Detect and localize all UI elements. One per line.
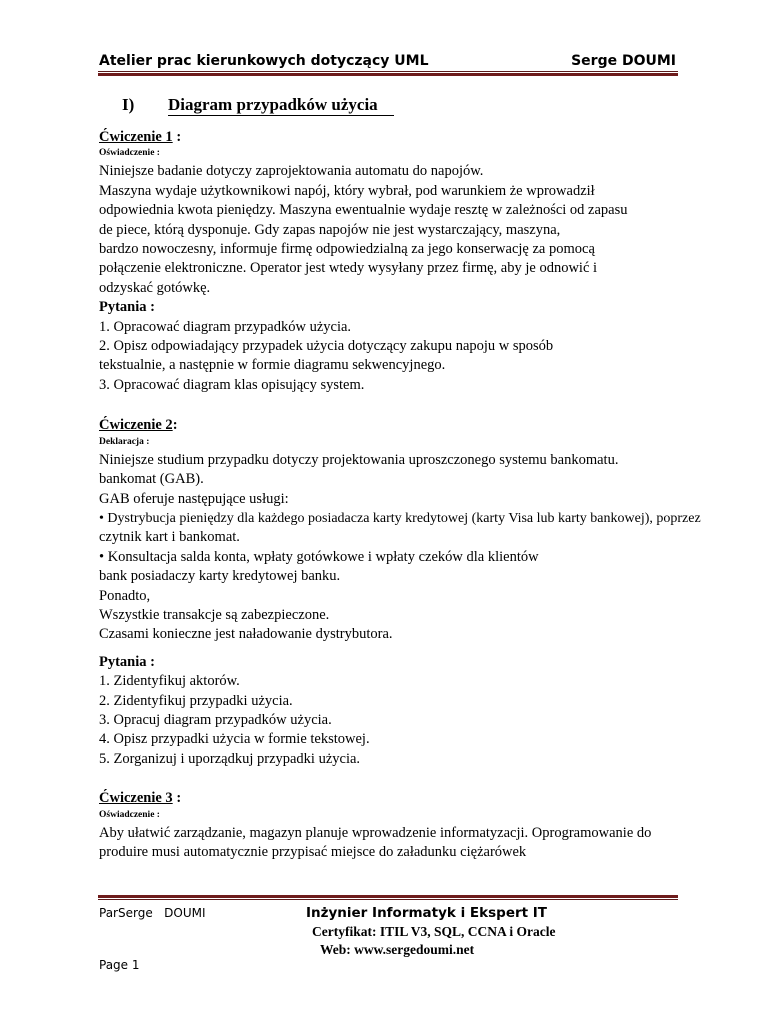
exercise-2-line: • Dystrybucja pieniędzy dla każdego posiadacza karty kredytowej (karty Visa lub karty bankowej), poprzez — [99, 510, 701, 526]
exercise-2-line: • Konsultacja salda konta, wpłaty gotówkowe i wpłaty czeków dla klientów — [99, 548, 539, 565]
exercise-2-label: Deklaracja : — [99, 436, 150, 447]
exercise-1-title-suffix: : — [172, 129, 182, 145]
exercise-1-line: odzyskać gotówkę. — [99, 279, 211, 296]
exercise-2-line: Czasami konieczne jest naładowanie dystrybutora. — [99, 626, 393, 643]
exercise-2-title-suffix: : — [172, 417, 178, 434]
header-rule-thick — [98, 73, 678, 76]
exercise-3-title-word: Ćwiczenie 3 — [99, 790, 173, 807]
document-body — [99, 128, 739, 862]
footer-role: Inżynier Informatyk i Ekspert IT — [306, 905, 548, 921]
footer-certifications: Certyfikat: ITIL V3, SQL, CCNA i Oracle — [312, 924, 556, 939]
footer-rule-thin — [98, 899, 678, 900]
exercise-2-question: 5. Zorganizuj i uporządkuj przypadki użycia. — [99, 750, 361, 767]
exercise-1-title — [99, 128, 739, 147]
exercise-3-title-suffix: : — [172, 790, 182, 807]
exercise-1-line: połączenie elektroniczne. Operator jest wtedy wysyłany przez firmę, aby je odnowić i — [99, 260, 598, 277]
exercise-2-line: Niniejsze studium przypadku dotyczy projektowania uproszczonego systemu bankomatu. — [99, 451, 619, 468]
exercise-1-question: 3. Opracować diagram klas opisujący system. — [99, 376, 365, 393]
header-title: Atelier prac kierunkowych dotyczący UML — [99, 53, 429, 69]
exercise-1-title-word: Ćwiczenie 1 — [99, 129, 173, 145]
exercise-2-line: bankomat (GAB). — [99, 471, 204, 488]
exercise-3-line: produire musi automatycznie przypisać miejsce do załadunku ciężarówek — [99, 844, 527, 860]
footer-author: ParSerge DOUMI — [99, 906, 206, 920]
exercise-2-questions-label: Pytania : — [99, 653, 155, 670]
exercise-1-line: Maszyna wydaje użytkownikowi napój, który wybrał, pod warunkiem że wprowadził — [99, 182, 595, 199]
exercise-2-title — [99, 416, 739, 435]
exercise-2-line: Ponadto, — [99, 587, 151, 604]
exercise-2-line: Wszystkie transakcje są zabezpieczone. — [99, 606, 330, 623]
footer-page-number: Page 1 — [99, 958, 140, 972]
exercise-2-title-word: Ćwiczenie 2 — [99, 417, 173, 434]
header-author: Serge DOUMI — [571, 53, 676, 69]
exercise-1-question: 1. Opracować diagram przypadków użycia. — [99, 318, 352, 335]
exercise-2-line: GAB oferuje następujące usługi: — [99, 490, 289, 507]
section-number: I) — [122, 95, 135, 114]
exercise-2-line: czytnik kart i bankomat. — [99, 529, 240, 546]
exercise-2-question: 2. Zidentyfikuj przypadki użycia. — [99, 692, 293, 709]
footer-website: Web: www.sergedoumi.net — [320, 942, 475, 957]
exercise-2-line: bank posiadaczy karty kredytowej banku. — [99, 568, 341, 585]
header-rule-thin — [98, 71, 678, 72]
exercise-1-line: Niniejsze badanie dotyczy zaprojektowania automatu do napojów. — [99, 163, 484, 180]
exercise-1-question: 2. Opisz odpowiadający przypadek użycia dotyczący zakupu napoju w sposób — [99, 338, 554, 355]
exercise-1-line: de piece, którą dysponuje. Gdy zapas napojów nie jest wystarczający, maszyna, — [99, 221, 561, 238]
exercise-1-question: tekstualnie, a następnie w formie diagramu sekwencyjnego. — [99, 357, 446, 374]
exercise-3-title — [99, 789, 739, 808]
footer-rule-thick — [98, 895, 678, 898]
section-title: Diagram przypadków użycia — [168, 95, 394, 116]
exercise-2-question: 1. Zidentyfikuj aktorów. — [99, 673, 240, 690]
exercise-2-question: 3. Opracuj diagram przypadków użycia. — [99, 711, 332, 728]
exercise-1-line: odpowiednia kwota pieniędzy. Maszyna ewentualnie wydaje resztę w zależności od zapasu — [99, 202, 628, 219]
exercise-1-questions-label: Pytania : — [99, 299, 155, 316]
exercise-1-label: Oświadczenie : — [99, 148, 160, 159]
exercise-1-line: bardzo nowoczesny, informuje firmę odpowiedzialną za jego konserwację za pomocą — [99, 241, 595, 258]
exercise-3-label: Oświadczenie : — [99, 809, 160, 820]
exercise-2-question: 4. Opisz przypadki użycia w formie tekstowej. — [99, 731, 370, 748]
exercise-3-line: Aby ułatwić zarządzanie, magazyn planuje wprowadzenie informatyzacji. Oprogramowanie do — [99, 824, 652, 841]
section-heading — [122, 95, 394, 116]
